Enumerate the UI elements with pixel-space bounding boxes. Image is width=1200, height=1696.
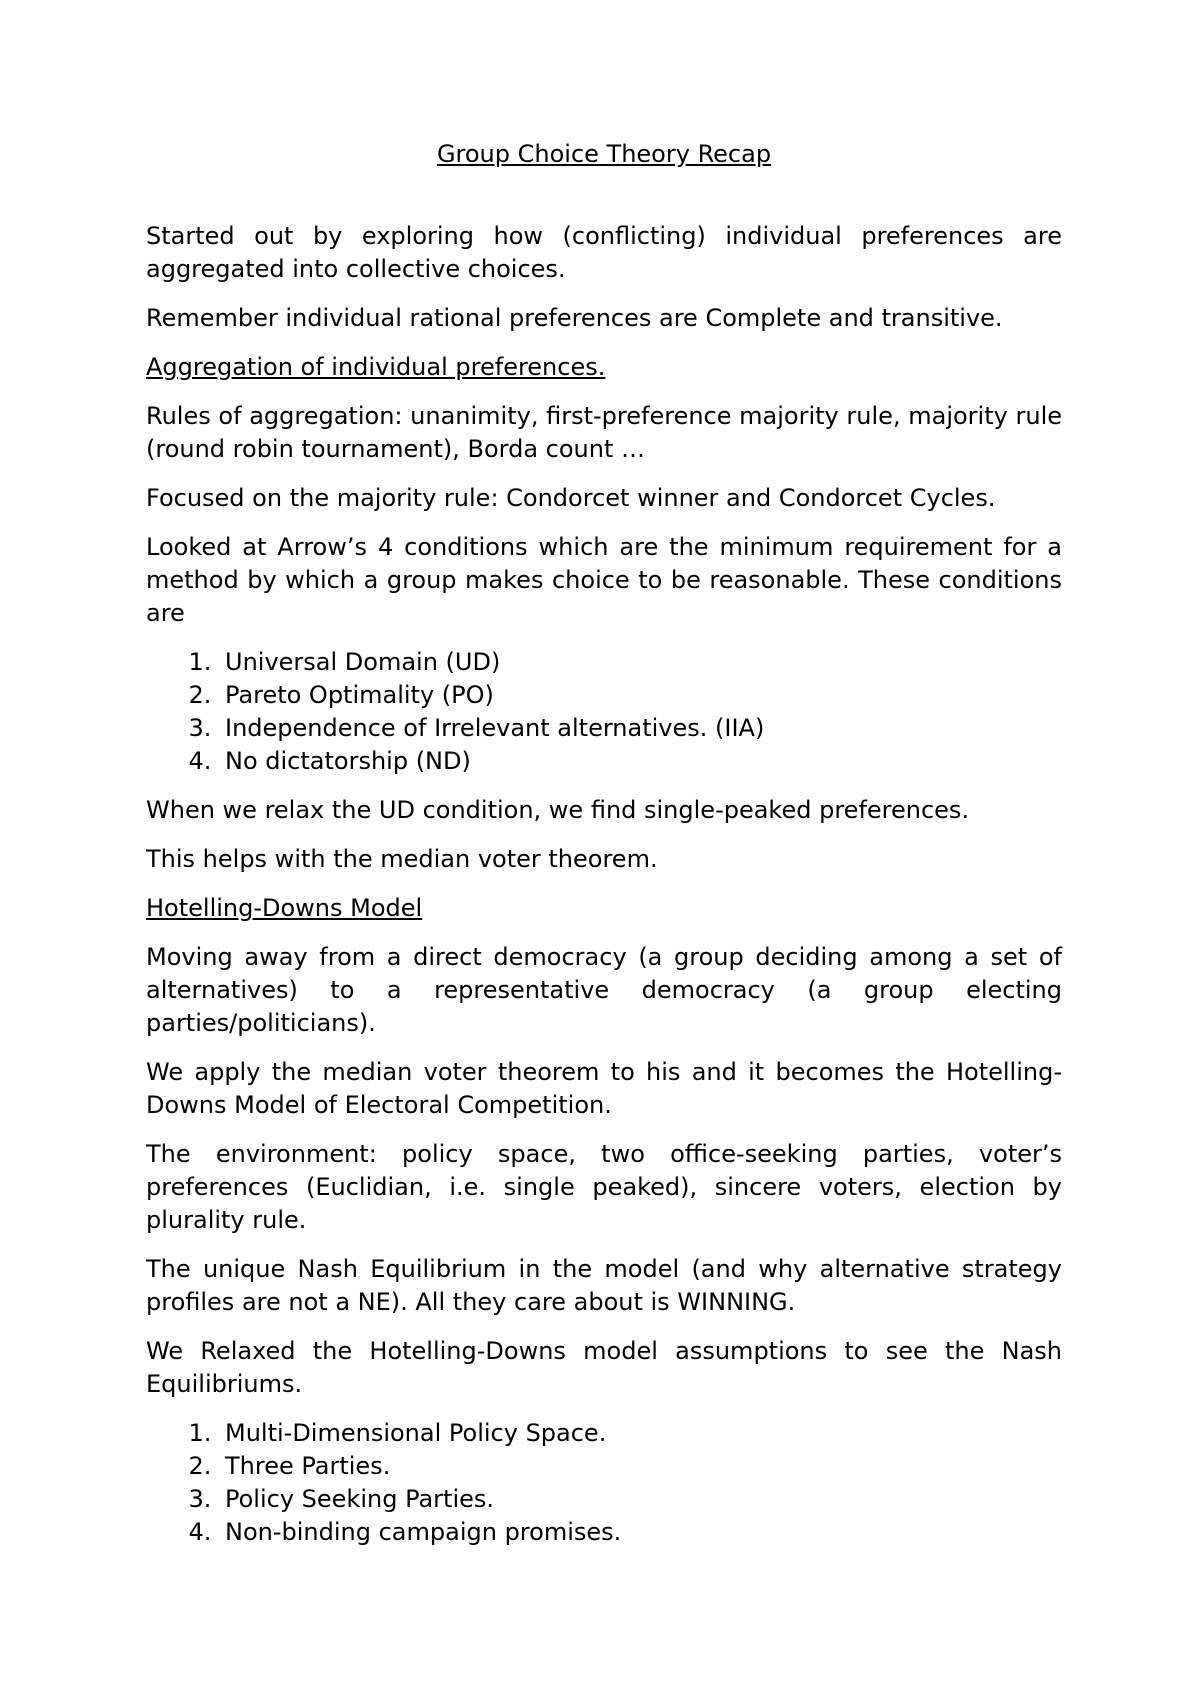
paragraph-relaxed: We Relaxed the Hotelling-Downs model assumptions to see the Nash Equilibriums.	[146, 1337, 1062, 1398]
paragraph-nash-equilibrium: The unique Nash Equilibrium in the model (and why alternative strategy profiles are not a NE). All they care about is WINNING.	[146, 1255, 1062, 1316]
list-item: 3. Independence of Irrelevant alternatives. (IIA)	[219, 712, 1062, 745]
relaxations-list	[146, 1417, 1062, 1549]
list-item: 4. Non-binding campaign promises.	[219, 1516, 1062, 1549]
paragraph-rational-preferences: Remember individual rational preferences are Complete and transitive.	[146, 304, 1003, 332]
document-page	[146, 138, 1062, 1565]
paragraph-intro: Started out by exploring how (conflicting) individual preferences are aggregated into collective choices.	[146, 222, 1062, 283]
paragraph-arrow: Looked at Arrow’s 4 conditions which are the minimum requirement for a method by which a group makes choice to be reasonable. These conditions are	[146, 533, 1062, 627]
list-item: 1. Universal Domain (UD)	[219, 646, 1062, 679]
paragraph-environment: The environment: policy space, two office-seeking parties, voter’s preferences (Euclidian, i.e. single peaked), sincere voters, election by plurality rule.	[146, 1140, 1062, 1234]
paragraph-median-voter: This helps with the median voter theorem.	[146, 845, 658, 873]
paragraph-apply-theorem: We apply the median voter theorem to his and it becomes the Hotelling-Downs Model of Electoral Competition.	[146, 1058, 1062, 1119]
list-item: 1. Multi-Dimensional Policy Space.	[219, 1417, 1062, 1450]
paragraph-democracy: Moving away from a direct democracy (a group deciding among a set of alternatives) to a representative democracy (a group electing parties/politicians).	[146, 943, 1062, 1037]
arrow-conditions-list	[146, 646, 1062, 778]
heading-hotelling-downs: Hotelling-Downs Model	[146, 894, 423, 922]
document-title: Group Choice Theory Recap	[436, 140, 772, 168]
paragraph-majority-rule: Focused on the majority rule: Condorcet winner and Condorcet Cycles.	[146, 484, 996, 512]
paragraph-rules: Rules of aggregation: unanimity, first-preference majority rule, majority rule (round robin tournament), Borda count …	[146, 402, 1062, 463]
list-item: 2. Three Parties.	[219, 1450, 1062, 1483]
list-item: 4. No dictatorship (ND)	[219, 745, 1062, 778]
list-item: 2. Pareto Optimality (PO)	[219, 679, 1062, 712]
heading-aggregation: Aggregation of individual preferences.	[146, 353, 606, 381]
paragraph-single-peaked: When we relax the UD condition, we find single-peaked preferences.	[146, 796, 970, 824]
list-item: 3. Policy Seeking Parties.	[219, 1483, 1062, 1516]
